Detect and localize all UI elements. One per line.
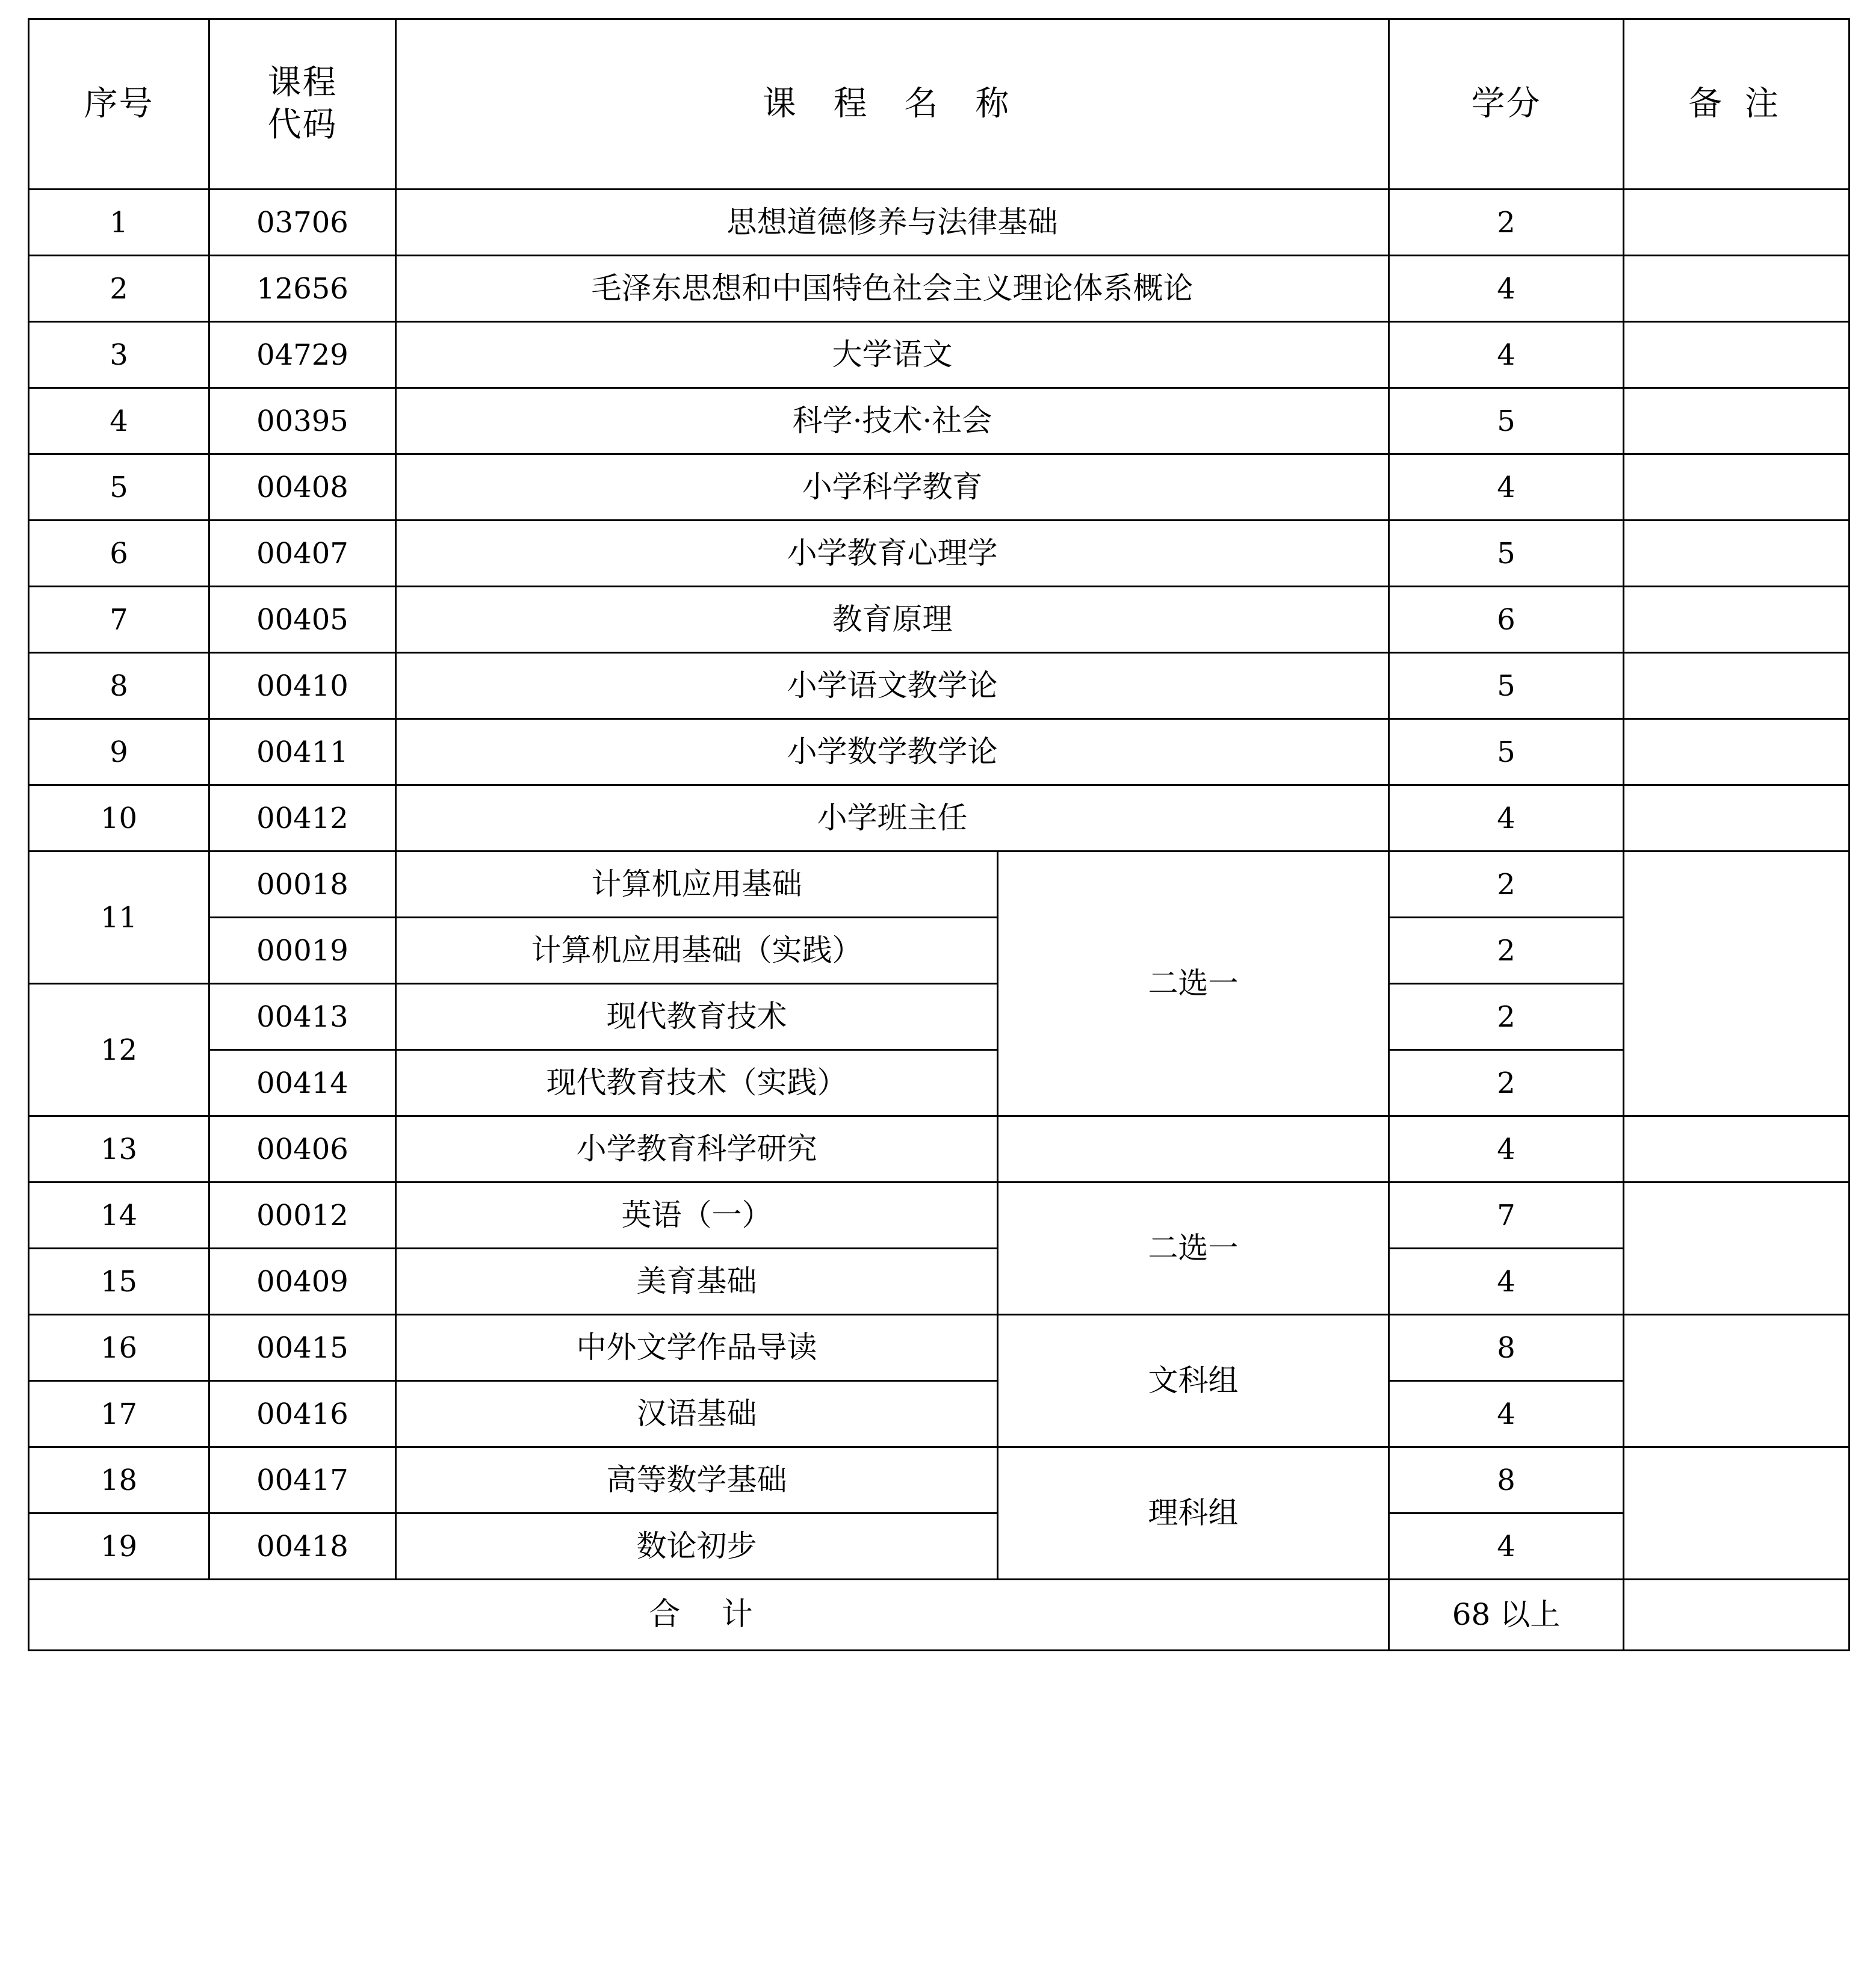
row-name: 小学科学教育 [396,454,1389,521]
table-row [29,1249,1850,1315]
row-code: 00012 [209,1182,396,1249]
header-course-code-line1: 课程 [267,63,338,102]
row-code: 00414 [209,1050,396,1116]
row-credit: 5 [1389,521,1624,587]
row-credit: 2 [1389,984,1624,1050]
row-code: 12656 [209,256,396,322]
row-code: 00411 [209,719,396,785]
group-label-liberal-arts: 文科组 [998,1315,1389,1447]
row-seq: 17 [29,1381,209,1447]
row-seq: 4 [29,388,209,454]
row-note [1624,785,1850,852]
table-row [29,1050,1850,1116]
row-credit: 4 [1389,1381,1624,1447]
row-note [1624,1315,1850,1447]
table-row [29,190,1850,256]
header-seq: 序号 [29,19,209,190]
header-course-code [209,19,396,190]
row-credit: 4 [1389,785,1624,852]
row-seq: 5 [29,454,209,521]
row-code: 00416 [209,1381,396,1447]
row-name: 大学语文 [396,322,1389,388]
row-note [1624,653,1850,719]
table-row [29,322,1850,388]
row-name: 小学教育心理学 [396,521,1389,587]
table-row [29,521,1850,587]
row-credit: 5 [1389,719,1624,785]
row-note [1624,1116,1850,1182]
table-total-row [29,1580,1850,1651]
row-code: 00418 [209,1513,396,1580]
row-code: 00417 [209,1447,396,1513]
row-name: 小学教育科学研究 [396,1116,998,1182]
table-row [29,1447,1850,1513]
table-row [29,785,1850,852]
row-name: 小学语文教学论 [396,653,1389,719]
row-name: 计算机应用基础 [396,852,998,918]
row-name: 中外文学作品导读 [396,1315,998,1381]
row-credit: 2 [1389,190,1624,256]
table-row [29,1116,1850,1182]
row-note [1624,190,1850,256]
row-seq: 7 [29,587,209,653]
header-note: 备 注 [1624,19,1850,190]
row-credit: 4 [1389,1116,1624,1182]
row-seq: 16 [29,1315,209,1381]
row-credit: 4 [1389,1513,1624,1580]
row-code: 00019 [209,918,396,984]
course-plan-table [28,18,1850,1651]
table-row [29,984,1850,1050]
row-seq: 18 [29,1447,209,1513]
row-note [1624,852,1850,1116]
row-code: 04729 [209,322,396,388]
row-credit: 4 [1389,1249,1624,1315]
row-seq: 1 [29,190,209,256]
row-code: 00409 [209,1249,396,1315]
row-name: 美育基础 [396,1249,998,1315]
row-name: 小学数学教学论 [396,719,1389,785]
row-credit: 2 [1389,1050,1624,1116]
row-credit: 2 [1389,918,1624,984]
row-credit: 8 [1389,1447,1624,1513]
row-credit: 6 [1389,587,1624,653]
table-row [29,587,1850,653]
table-row [29,256,1850,322]
table-row [29,454,1850,521]
row-seq: 8 [29,653,209,719]
row-seq: 19 [29,1513,209,1580]
row-seq: 3 [29,322,209,388]
row-credit: 4 [1389,256,1624,322]
row-code: 00408 [209,454,396,521]
row-seq: 15 [29,1249,209,1315]
row-seq: 13 [29,1116,209,1182]
row-name: 思想道德修养与法律基础 [396,190,1389,256]
table-row [29,719,1850,785]
row-credit: 5 [1389,653,1624,719]
row-credit: 4 [1389,322,1624,388]
header-credit: 学分 [1389,19,1624,190]
row-note [1624,454,1850,521]
row-note [1624,587,1850,653]
table-row [29,1315,1850,1381]
row-seq: 9 [29,719,209,785]
row-code: 00395 [209,388,396,454]
row-note [1624,521,1850,587]
row-name: 毛泽东思想和中国特色社会主义理论体系概论 [396,256,1389,322]
row-seq: 10 [29,785,209,852]
total-credit: 68 以上 [1389,1580,1624,1651]
row-credit: 5 [1389,388,1624,454]
row-name: 科学·技术·社会 [396,388,1389,454]
row-credit: 2 [1389,852,1624,918]
row-code: 00410 [209,653,396,719]
row-seq: 11 [29,852,209,984]
row-seq: 2 [29,256,209,322]
group-label-choose-one-computer: 二选一 [998,852,1389,1116]
header-course-code-line2: 代码 [267,105,338,144]
row-name: 高等数学基础 [396,1447,998,1513]
table-row [29,852,1850,918]
row-name: 小学班主任 [396,785,1389,852]
row-code: 00412 [209,785,396,852]
row-note [1624,322,1850,388]
row-note [1624,1182,1850,1315]
table-row [29,1513,1850,1580]
row-name: 现代教育技术 [396,984,998,1050]
row-credit: 7 [1389,1182,1624,1249]
row-code: 00415 [209,1315,396,1381]
row-name: 数论初步 [396,1513,998,1580]
row-name: 现代教育技术（实践） [396,1050,998,1116]
table-row [29,918,1850,984]
row-code: 00018 [209,852,396,918]
total-label: 合 计 [29,1580,1389,1651]
group-label-science: 理科组 [998,1447,1389,1580]
row-code: 00405 [209,587,396,653]
header-course-name: 课 程 名 称 [396,19,1389,190]
group-label-empty [998,1116,1389,1182]
row-note [1624,256,1850,322]
row-credit: 8 [1389,1315,1624,1381]
total-note [1624,1580,1850,1651]
row-name: 计算机应用基础（实践） [396,918,998,984]
row-name: 教育原理 [396,587,1389,653]
table-header-row [29,19,1850,190]
row-name: 汉语基础 [396,1381,998,1447]
row-note [1624,719,1850,785]
group-label-choose-one-english: 二选一 [998,1182,1389,1315]
row-note [1624,1447,1850,1580]
row-seq: 14 [29,1182,209,1249]
row-seq: 12 [29,984,209,1116]
row-credit: 4 [1389,454,1624,521]
row-code: 03706 [209,190,396,256]
table-row [29,388,1850,454]
table-row [29,1182,1850,1249]
row-code: 00407 [209,521,396,587]
row-code: 00413 [209,984,396,1050]
table-row [29,653,1850,719]
row-code: 00406 [209,1116,396,1182]
table-row [29,1381,1850,1447]
row-name: 英语（一） [396,1182,998,1249]
row-seq: 6 [29,521,209,587]
row-note [1624,388,1850,454]
